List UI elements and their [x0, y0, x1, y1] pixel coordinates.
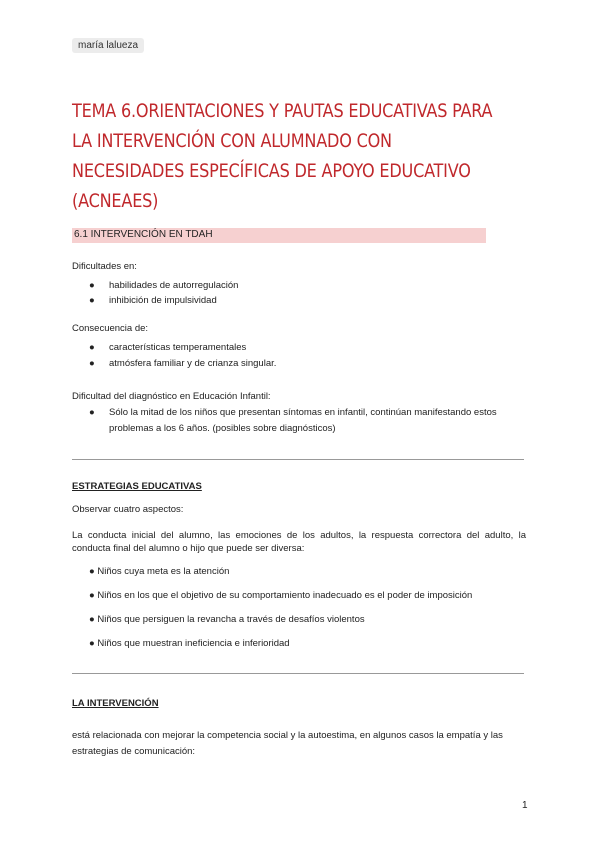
- author-tag: maría lalueza: [72, 38, 144, 53]
- bullet-icon: ●: [89, 280, 95, 291]
- list-item: ● Niños cuya meta es la atención: [89, 566, 230, 577]
- strategies-heading: ESTRATEGIAS EDUCATIVAS: [72, 481, 202, 492]
- difficulties-label: Dificultades en:: [72, 261, 137, 272]
- strategies-paragraph: La conducta inicial del alumno, las emociones de los adultos, la respuesta correctora del adulto, la conducta final del alumno o hijo que puede ser diversa:: [72, 530, 526, 554]
- divider: [72, 673, 524, 674]
- divider: [72, 459, 524, 460]
- section-heading: 6.1 INTERVENCIÓN EN TDAH: [74, 229, 213, 240]
- intervention-paragraph: está relacionada con mejorar la competencia social y la autoestima, en algunos casos la empatía y las estrategias de comunicación:: [72, 730, 503, 757]
- list-item: ● Niños que persiguen la revancha a través de desafíos violentos: [89, 614, 365, 625]
- list-item: ● Niños que muestran ineficiencia e inferioridad: [89, 638, 290, 649]
- page-number: 1: [522, 800, 528, 811]
- strategies-intro: Observar cuatro aspectos:: [72, 504, 184, 515]
- diagnosis-label: Dificultad del diagnóstico en Educación Infantil:: [72, 391, 271, 402]
- section-heading-bar: [72, 228, 486, 243]
- document-title: TEMA 6.ORIENTACIONES Y PAUTAS EDUCATIVAS PARA LA INTERVENCIÓN CON ALUMNADO CON NECESIDADES ESPECÍFICAS DE APOYO EDUCATIVO (ACNEAES): [72, 100, 493, 212]
- intervention-heading: LA INTERVENCIÓN: [72, 698, 159, 709]
- bullet-icon: ●: [89, 407, 95, 418]
- bullet-icon: ●: [89, 295, 95, 306]
- list-item: ● Sólo la mitad de los niños que presentan síntomas en infantil, continúan manifestando estos problemas a los 6 años. (posibles sobre diagnósticos): [89, 407, 497, 434]
- bullet-icon: ●: [89, 358, 95, 369]
- bullet-icon: ●: [89, 342, 95, 353]
- list-item: ● Niños en los que el objetivo de su comportamiento inadecuado es el poder de imposición: [89, 590, 473, 601]
- consequence-label: Consecuencia de:: [72, 323, 149, 334]
